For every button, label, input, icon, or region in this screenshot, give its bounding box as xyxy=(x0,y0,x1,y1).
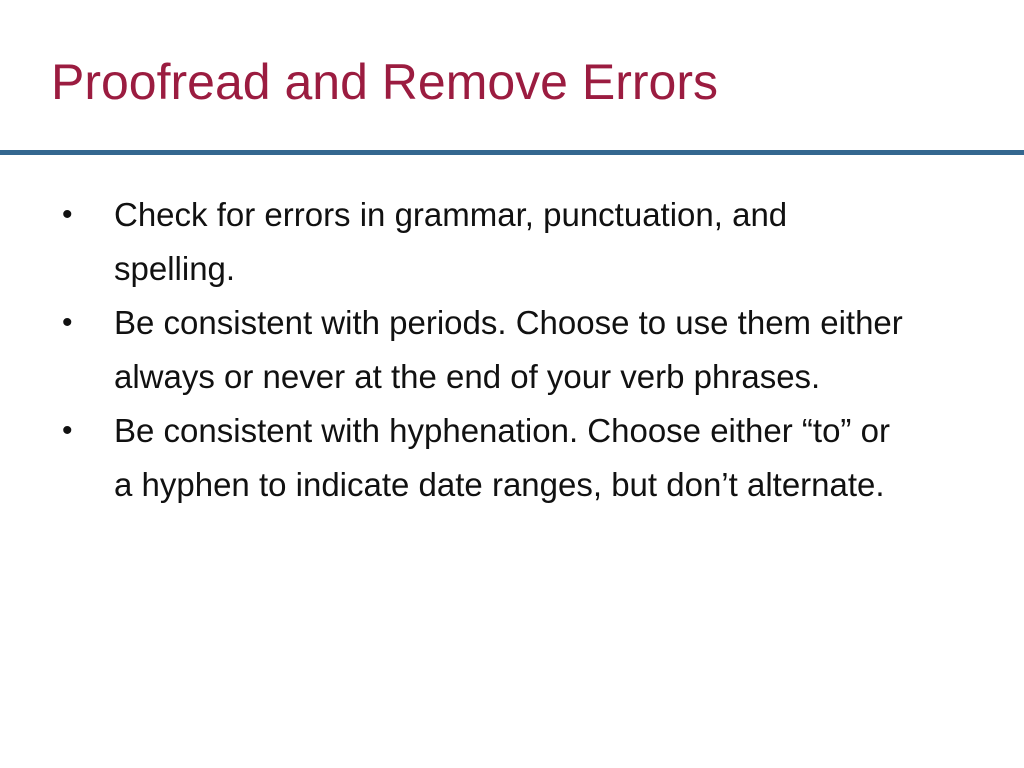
bullet-item xyxy=(58,404,908,512)
bullet-dot-icon: • xyxy=(62,306,73,339)
bullet-dot-icon: • xyxy=(62,414,73,447)
bullet-text: Be consistent with hyphenation. Choose either “to” or a hyphen to indicate date ranges, but don’t alternate. xyxy=(114,412,890,503)
bullet-item xyxy=(58,188,908,296)
bullet-text: Be consistent with periods. Choose to use them either always or never at the end of your verb phrases. xyxy=(114,304,903,395)
bullet-text: Check for errors in grammar, punctuation, and spelling. xyxy=(114,196,788,287)
title-divider xyxy=(0,150,1024,155)
bullet-item xyxy=(58,296,908,404)
bullet-dot-icon: • xyxy=(62,198,73,231)
bullet-list xyxy=(58,188,908,512)
slide-title: Proofread and Remove Errors xyxy=(51,54,718,110)
